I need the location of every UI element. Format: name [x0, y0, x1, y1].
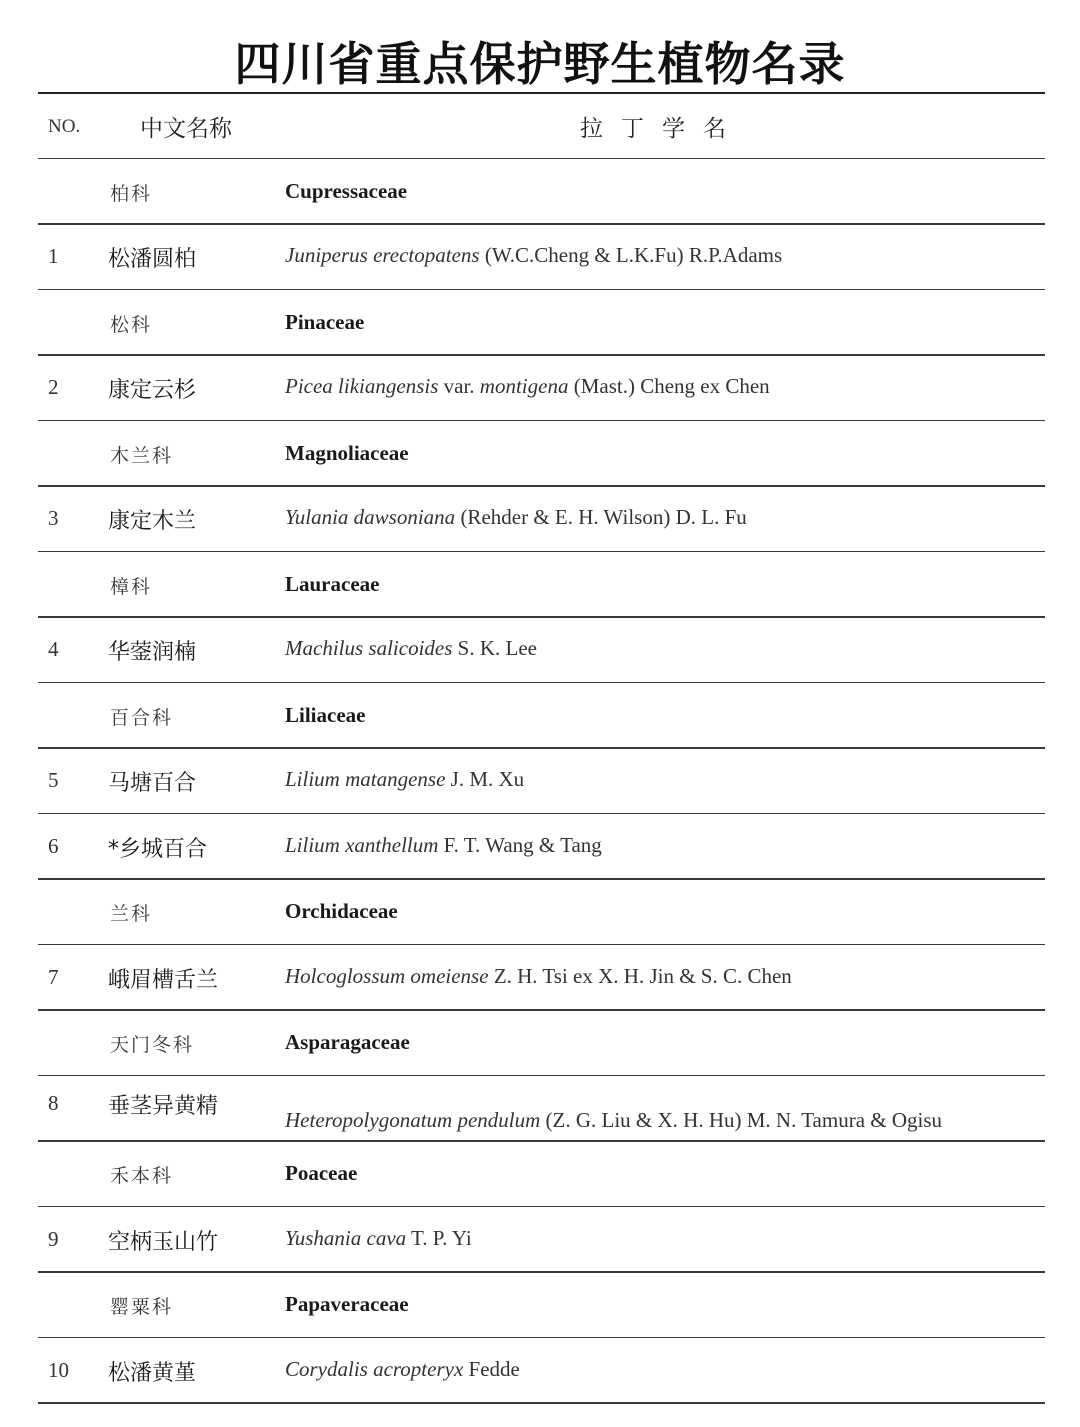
family-latin-name: Magnoliaceae: [285, 440, 409, 465]
family-latin-name: Liliaceae: [285, 702, 366, 727]
family-chinese-name: 罂粟科: [110, 1296, 174, 1318]
row-number: 4: [48, 637, 59, 661]
family-latin-name: Cupressaceae: [285, 178, 408, 203]
latin-binomial: Holcoglossum omeiense: [285, 963, 489, 988]
family-chinese-name: 樟科: [110, 575, 153, 598]
species-chinese-name: 垂茎异黄精: [108, 1093, 219, 1119]
header-no: NO.: [48, 116, 81, 137]
family-latin-name: Poaceae: [285, 1161, 358, 1185]
species-row: [0, 747, 1080, 813]
latin-author: (W.C.Cheng & L.K.Fu) R.P.Adams: [479, 243, 783, 267]
species-latin-name: [285, 636, 537, 661]
species-latin-name: [285, 1357, 520, 1382]
species-chinese-name: 康定云杉: [108, 378, 197, 403]
species-chinese-name: 松潘圆柏: [108, 247, 197, 272]
species-latin-name: [285, 243, 782, 268]
latin-author: T. P. Yi: [406, 1225, 472, 1250]
species-chinese-name: 马塘百合: [108, 771, 197, 796]
family-row: [0, 551, 1080, 617]
latin-binomial: Lilium xanthellum: [285, 832, 439, 857]
family-row: [0, 1009, 1080, 1075]
species-latin-name: [285, 374, 770, 399]
family-latin-name: Papaveraceae: [285, 1292, 409, 1316]
latin-author: (Rehder & E. H. Wilson) D. L. Fu: [455, 505, 747, 529]
species-latin-name: [285, 767, 524, 792]
latin-author: S. K. Lee: [452, 636, 537, 660]
family-chinese-name: 兰科: [110, 903, 153, 925]
species-chinese-name: 华蓥润楠: [108, 640, 197, 665]
latin-author: F. T. Wang & Tang: [438, 832, 602, 857]
table-row-rule: [38, 1402, 1045, 1404]
latin-rank: var.: [438, 374, 480, 398]
family-chinese-name: 百合科: [110, 706, 174, 729]
family-row: [0, 1140, 1080, 1206]
species-row: [0, 1337, 1080, 1403]
species-row: [0, 1075, 1080, 1141]
row-number: 7: [48, 964, 59, 989]
latin-binomial: Yulania dawsoniana: [285, 505, 456, 529]
header-latin-name: 拉丁学名: [580, 116, 744, 142]
species-latin-name: [285, 1226, 472, 1251]
latin-author: J. M. Xu: [445, 767, 525, 791]
family-chinese-name: 禾本科: [110, 1165, 174, 1187]
family-row: [0, 158, 1080, 224]
species-row: [0, 354, 1080, 420]
species-latin-name: [285, 1108, 942, 1133]
latin-binomial: Heteropolygonatum pendulum: [285, 1107, 541, 1132]
species-chinese-name: 空柄玉山竹: [108, 1229, 219, 1255]
family-chinese-name: 天门冬科: [110, 1034, 195, 1056]
family-latin-name: Pinaceae: [285, 309, 365, 334]
species-row: [0, 1206, 1080, 1272]
family-latin-name: Asparagaceae: [285, 1030, 410, 1054]
species-row: [0, 944, 1080, 1010]
species-latin-name: [285, 964, 792, 989]
latin-author: (Z. G. Liu & X. H. Hu) M. N. Tamura & Ogisu: [540, 1107, 943, 1132]
species-row: [0, 813, 1080, 879]
latin-author: Fedde: [463, 1356, 520, 1381]
latin-binomial: Corydalis acropteryx: [285, 1356, 464, 1381]
species-row: [0, 485, 1080, 551]
latin-binomial: Lilium matangense: [285, 767, 446, 791]
species-row: [0, 223, 1080, 289]
row-number: 2: [48, 375, 59, 399]
species-chinese-name: 峨眉槽舌兰: [108, 967, 219, 993]
latin-binomial: Juniperus erectopatens: [285, 243, 480, 267]
latin-author: Z. H. Tsi ex X. H. Jin & S. C. Chen: [488, 963, 792, 988]
family-row: [0, 420, 1080, 486]
latin-author: (Mast.) Cheng ex Chen: [568, 374, 770, 398]
latin-binomial: Machilus salicoides: [285, 636, 453, 660]
family-latin-name: Orchidaceae: [285, 899, 398, 923]
family-chinese-name: 柏科: [110, 182, 153, 205]
family-row: [0, 878, 1080, 944]
row-number: 8: [48, 1090, 59, 1115]
row-number: 9: [48, 1226, 59, 1251]
species-row: [0, 616, 1080, 682]
header-chinese-name: 中文名称: [140, 116, 232, 142]
species-latin-name: [285, 505, 747, 530]
species-chinese-name: 松潘黄堇: [108, 1360, 197, 1386]
species-latin-name: [285, 833, 602, 858]
family-latin-name: Lauraceae: [285, 571, 380, 596]
row-number: 1: [48, 244, 59, 268]
family-row: [0, 682, 1080, 748]
latin-binomial: Yushania cava: [285, 1225, 407, 1250]
table-header: [0, 92, 1080, 158]
latin-binomial: Picea likiangensis: [285, 374, 439, 398]
species-chinese-name: *乡城百合: [108, 836, 208, 862]
latin-infraspecific: montigena: [479, 374, 569, 398]
page-title: 四川省重点保护野生植物名录: [234, 37, 846, 91]
row-number: 3: [48, 506, 59, 530]
row-number: 6: [48, 833, 59, 858]
row-number: 10: [48, 1357, 69, 1382]
family-row: [0, 289, 1080, 355]
family-chinese-name: 木兰科: [110, 444, 174, 467]
family-row: [0, 1271, 1080, 1337]
species-chinese-name: 康定木兰: [108, 509, 197, 534]
row-number: 5: [48, 768, 59, 792]
family-chinese-name: 松科: [110, 313, 153, 336]
